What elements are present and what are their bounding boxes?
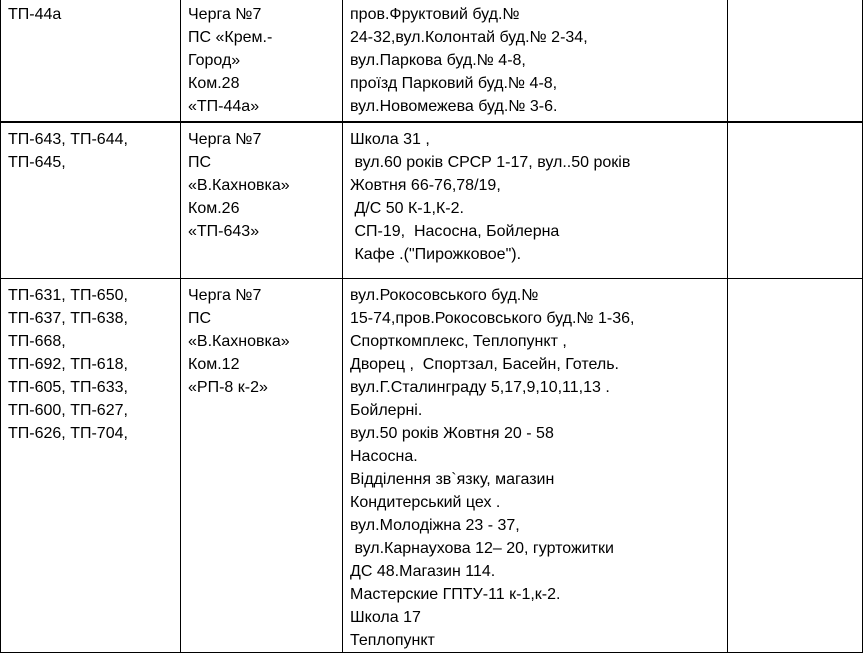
transformer-line: ТП-44а (8, 6, 62, 23)
transformer-line: ТП-643, ТП-644, (8, 131, 128, 148)
queue-line: «ТП-643» (188, 223, 260, 240)
addresses-line: проїзд Парковий буд.№ 4-8, (350, 75, 558, 92)
transformer-line: ТП-668, (8, 333, 66, 350)
addresses-line: Дворец , Спортзал, Басейн, Готель. (350, 356, 619, 373)
addresses-line: ДС 48.Магазин 114. (350, 563, 496, 580)
addresses-line: Кондитерський цех . (350, 494, 501, 511)
addresses-line: Насосна. (350, 448, 418, 465)
queue-line: Ком.26 (188, 200, 240, 217)
addresses-line: вул.Паркова буд.№ 4-8, (350, 52, 526, 69)
addresses-line: Теплопункт (350, 632, 435, 649)
addresses-line: вул.Г.Сталинграду 5,17,9,10,11,13 . (350, 379, 610, 396)
transformer-cell (1, 122, 181, 279)
queue-line: «РП-8 к-2» (188, 379, 268, 396)
addresses-line: Спорткомплекс, Теплопункт , (350, 333, 567, 350)
queue-line: ПС (188, 310, 212, 327)
transformer-cell (1, 279, 181, 653)
addresses-line: вул.Рокосовського буд.№ (350, 287, 539, 304)
addresses-line: 24-32,вул.Колонтай буд.№ 2-34, (350, 29, 588, 46)
table-row (1, 122, 863, 279)
note-cell (728, 279, 863, 653)
queue-line: «В.Кахновка» (188, 177, 290, 194)
queue-line: «В.Кахновка» (188, 333, 290, 350)
transformer-line: ТП-600, ТП-627, (8, 402, 128, 419)
addresses-line: Мастерские ГПТУ-11 к-1,к-2. (350, 586, 561, 603)
addresses-line: 15-74,пров.Рокосовського буд.№ 1-36, (350, 310, 635, 327)
queue-line: Черга №7 (188, 287, 262, 304)
queue-line: Ком.12 (188, 356, 240, 373)
queue-line: ПС (188, 154, 212, 171)
queue-line: Черга №7 (188, 131, 262, 148)
queue-line: ПС «Крем.- (188, 29, 273, 46)
queue-cell (181, 122, 343, 279)
addresses-line: Відділення зв`язку, магазин (350, 471, 555, 488)
addresses-line: вул.Новомежева буд.№ 3-6. (350, 98, 558, 115)
addresses-line: вул.60 років СРСР 1-17, вул..50 років (350, 154, 631, 171)
transformer-line: ТП-605, ТП-633, (8, 379, 128, 396)
addresses-line: Д/С 50 К-1,К-2. (350, 200, 464, 217)
queue-line: «ТП-44а» (188, 98, 260, 115)
queue-cell (181, 279, 343, 653)
addresses-line: Жовтня 66-76,78/19, (350, 177, 501, 194)
queue-line: Ком.28 (188, 75, 240, 92)
addresses-line: Школа 31 , (350, 131, 430, 148)
queue-cell (181, 0, 343, 122)
transformer-line: ТП-645, (8, 154, 66, 171)
transformer-line: ТП-637, ТП-638, (8, 310, 128, 327)
addresses-line: Школа 17 (350, 609, 421, 626)
table-row (1, 0, 863, 122)
queue-line: Город» (188, 52, 241, 69)
addresses-line: Кафе .("Пирожковое"). (350, 246, 522, 263)
addresses-line: пров.Фруктовий буд.№ (350, 6, 520, 23)
transformer-cell (1, 0, 181, 122)
addresses-cell (343, 0, 728, 122)
addresses-line: вул.Молодіжна 23 - 37, (350, 517, 520, 534)
addresses-cell (343, 279, 728, 653)
addresses-line: СП-19, Насосна, Бойлерна (350, 223, 560, 240)
note-cell (728, 122, 863, 279)
table-row (1, 279, 863, 653)
transformer-line: ТП-631, ТП-650, (8, 287, 128, 304)
addresses-line: вул.Карнаухова 12– 20, гуртожитки (350, 540, 614, 557)
transformer-line: ТП-626, ТП-704, (8, 425, 128, 442)
queue-line: Черга №7 (188, 6, 262, 23)
transformer-line: ТП-692, ТП-618, (8, 356, 128, 373)
note-cell (728, 0, 863, 122)
addresses-line: вул.50 років Жовтня 20 - 58 (350, 425, 554, 442)
addresses-cell (343, 122, 728, 279)
addresses-line: Бойлерні. (350, 402, 423, 419)
